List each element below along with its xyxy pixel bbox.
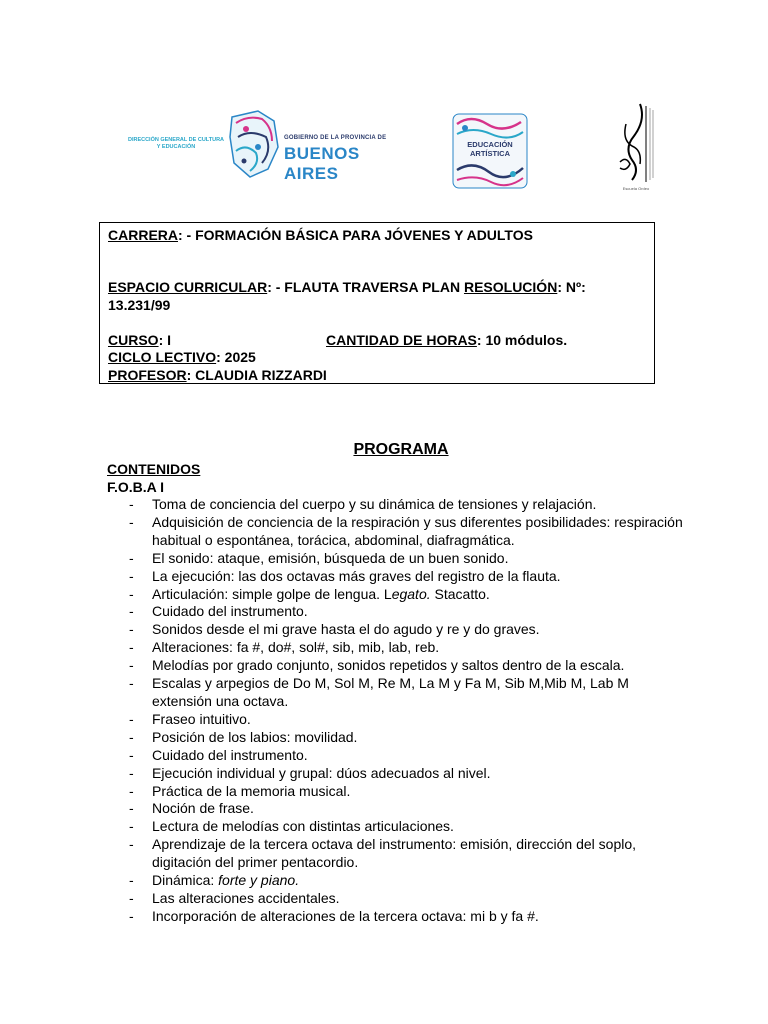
educacion-artistica-label: EDUCACIÓN ARTÍSTICA: [467, 140, 513, 158]
profesor-value: : CLAUDIA RIZZARDI: [186, 367, 327, 383]
list-item-text: Articulación: simple golpe de lengua. L: [152, 585, 392, 602]
contents-list: [127, 496, 687, 926]
school-caption: Escuela Ordeo: [622, 186, 650, 191]
profesor-label: PROFESOR: [108, 367, 187, 383]
level-heading: F.O.B.A I: [107, 479, 165, 495]
carrera-line: [108, 227, 533, 243]
school-logo: [612, 100, 660, 192]
pba-name-label: BUENOS AIRES: [284, 144, 360, 183]
list-item: [127, 586, 687, 604]
list-item: - Toma de conciencia del cuerpo y su dinámica de tensiones y relajación.: [127, 496, 687, 514]
list-item: - Fraseo intuitivo.: [127, 711, 687, 729]
horas-label: CANTIDAD DE HORAS: [326, 332, 477, 348]
list-item-italic: egato.: [391, 585, 431, 602]
header-logos: [0, 95, 768, 195]
school-emblem-icon: [612, 100, 660, 186]
list-item: - Cuidado del instrumento.: [127, 747, 687, 765]
list-item: - Melodías por grado conjunto, sonidos repetidos y saltos dentro de la escala.: [127, 657, 687, 675]
pba-emblem-icon: [228, 107, 280, 179]
ciclo-line: [108, 349, 256, 365]
ciclo-value: : 2025: [216, 349, 256, 365]
curso-label: CURSO: [108, 332, 159, 348]
carrera-value: : - FORMACIÓN BÁSICA PARA JÓVENES Y ADULTOS: [178, 227, 533, 243]
list-item-italic: forte y piano.: [218, 872, 300, 889]
list-item: - Las alteraciones accidentales.: [127, 890, 687, 908]
list-item: - Sonidos desde el mi grave hasta el do agudo y re y do graves.: [127, 621, 687, 639]
curso-line: [108, 332, 171, 348]
list-item: - Incorporación de alteraciones de la tercera octava: mi b y fa #.: [127, 908, 687, 926]
list-item: - Cuidado del instrumento.: [127, 603, 687, 621]
list-item-tail: Stacatto.: [430, 585, 490, 602]
list-item: - El sonido: ataque, emisión, búsqueda de un buen sonido.: [127, 550, 687, 568]
resolucion-number: 13.231/99: [108, 297, 171, 313]
list-item: - Aprendizaje de la tercera octava del instrumento: emisión, dirección del soplo, digitación del primer pentacordio.: [127, 836, 687, 872]
list-item: - Ejecución individual y grupal: dúos adecuados al nivel.: [127, 765, 687, 783]
list-item: - Adquisición de conciencia de la respiración y sus diferentes posibilidades: respiración habitual o espontánea, torácica, abdominal, diafragmática.: [127, 514, 687, 550]
program-title: PROGRAMA: [353, 441, 449, 458]
list-item: - Lectura de melodías con distintas articulaciones.: [127, 818, 687, 836]
espacio-label: ESPACIO CURRICULAR: [108, 279, 268, 295]
resolucion-label: RESOLUCIÓN: [463, 279, 558, 295]
list-item: - Alteraciones: fa #, do#, sol#, sib, mib, lab, reb.: [127, 639, 687, 657]
educacion-artistica-logo: [451, 112, 529, 190]
list-item: - Práctica de la memoria musical.: [127, 783, 687, 801]
list-item-text: Dinámica:: [152, 872, 219, 889]
espacio-line: [108, 279, 586, 295]
carrera-label: CARRERA: [108, 227, 178, 243]
pba-government-label: GOBIERNO DE LA PROVINCIA DE: [284, 135, 387, 141]
ciclo-label: CICLO LECTIVO: [108, 349, 217, 365]
espacio-value: : - FLAUTA TRAVERSA PLAN: [267, 279, 464, 295]
list-item: - Noción de frase.: [127, 800, 687, 818]
course-info-box: [99, 222, 655, 384]
pba-logo: [228, 107, 418, 182]
list-item: - Posición de los labios: movilidad.: [127, 729, 687, 747]
horas-value: : 10 módulos.: [476, 332, 568, 348]
curso-value: : I: [158, 332, 172, 348]
list-item: - La ejecución: las dos octavas más graves del registro de la flauta.: [127, 568, 687, 586]
list-item: [127, 872, 687, 890]
dgce-logo: DIRECCIÓN GENERAL DE CULTURA Y EDUCACIÓN: [127, 137, 225, 150]
section-heading: CONTENIDOS: [107, 461, 201, 477]
resolucion-value: : Nº:: [557, 279, 586, 295]
horas-line: [326, 332, 567, 348]
list-item: - Escalas y arpegios de Do M, Sol M, Re M, La M y Fa M, Sib M,Mib M, Lab M extensión una octava.: [127, 675, 687, 711]
profesor-line: [108, 367, 327, 383]
